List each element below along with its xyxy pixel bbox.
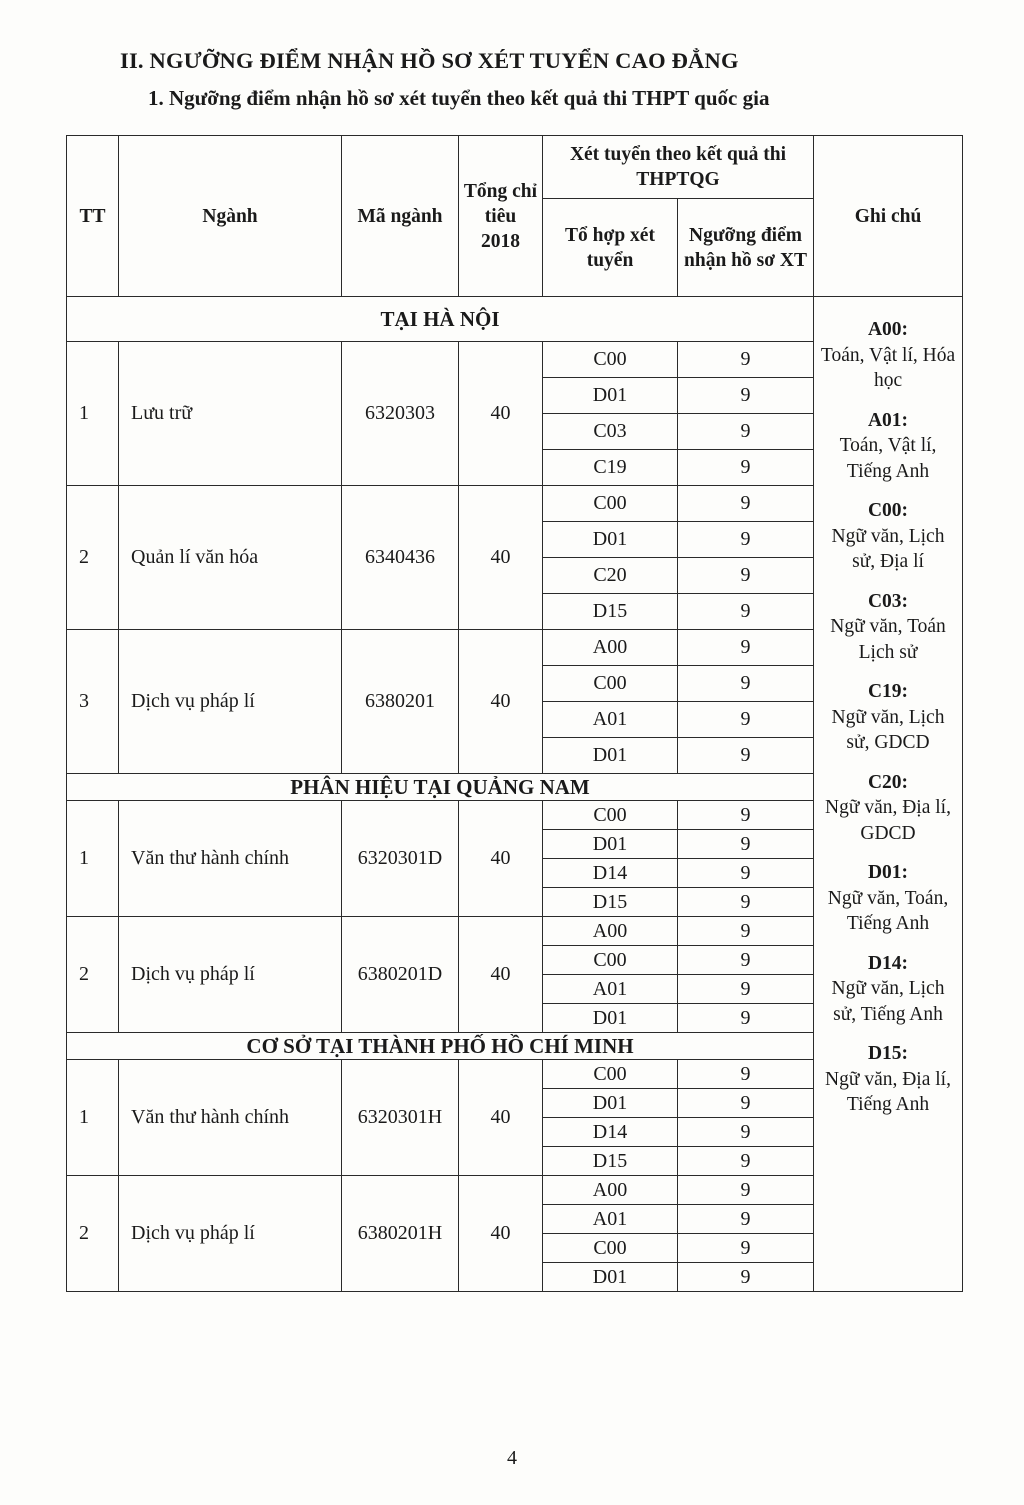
program-tt: 2 xyxy=(67,917,119,1033)
header-tong-chi-tieu: Tổng chỉ tiêu 2018 xyxy=(459,136,543,297)
combo-code: D14 xyxy=(543,1118,678,1147)
program-tt: 2 xyxy=(67,1176,119,1292)
combo-score: 9 xyxy=(678,801,814,830)
note-item xyxy=(818,1041,958,1118)
program-quota: 40 xyxy=(459,1060,543,1176)
combo-score: 9 xyxy=(678,558,814,594)
program-tt: 1 xyxy=(67,801,119,917)
combo-code: C00 xyxy=(543,1234,678,1263)
combo-score: 9 xyxy=(678,1089,814,1118)
combo-score: 9 xyxy=(678,888,814,917)
combo-score: 9 xyxy=(678,859,814,888)
note-text: Ngữ văn, Lịch sử, Địa lí xyxy=(831,525,945,572)
combo-code: C00 xyxy=(543,946,678,975)
combo-score: 9 xyxy=(678,1205,814,1234)
note-item xyxy=(818,951,958,1028)
combo-code: D15 xyxy=(543,594,678,630)
combo-code: A01 xyxy=(543,702,678,738)
combo-code: C00 xyxy=(543,486,678,522)
combo-code: D15 xyxy=(543,1147,678,1176)
admission-threshold-table xyxy=(66,135,963,1292)
note-text: Ngữ văn, Lịch sử, Tiếng Anh xyxy=(831,978,945,1025)
combo-code: D01 xyxy=(543,1004,678,1033)
program-name: Quản lí văn hóa xyxy=(119,486,342,630)
combo-code: A00 xyxy=(543,630,678,666)
program-code: 6380201H xyxy=(342,1176,459,1292)
program-tt: 2 xyxy=(67,486,119,630)
note-code: A01: xyxy=(867,409,909,431)
combo-code: D14 xyxy=(543,859,678,888)
table-body xyxy=(67,297,963,1292)
program-code: 6340436 xyxy=(342,486,459,630)
combo-code: D01 xyxy=(543,522,678,558)
note-item xyxy=(818,317,958,394)
program-quota: 40 xyxy=(459,342,543,486)
combo-score: 9 xyxy=(678,946,814,975)
combo-code: C00 xyxy=(543,1060,678,1089)
program-name: Lưu trữ xyxy=(119,342,342,486)
program-tt: 1 xyxy=(67,342,119,486)
combo-score: 9 xyxy=(678,1004,814,1033)
combo-code: D01 xyxy=(543,1263,678,1292)
header-nganh: Ngành xyxy=(119,136,342,297)
section-title: TẠI HÀ NỘI xyxy=(67,297,814,342)
section-title: PHÂN HIỆU TẠI QUẢNG NAM xyxy=(67,774,814,801)
program-name: Văn thư hành chính xyxy=(119,1060,342,1176)
note-code: D01: xyxy=(867,862,909,883)
combo-score: 9 xyxy=(678,594,814,630)
program-name: Dịch vụ pháp lí xyxy=(119,917,342,1033)
combo-code: A00 xyxy=(543,1176,678,1205)
note-code: C00: xyxy=(867,500,909,521)
program-code: 6320301H xyxy=(342,1060,459,1176)
combo-score: 9 xyxy=(678,630,814,666)
note-text: Ngữ văn, Toán Lịch sử xyxy=(830,616,946,663)
program-quota: 40 xyxy=(459,1176,543,1292)
combo-score: 9 xyxy=(678,975,814,1004)
note-text: Toán, Vật lí, Tiếng Anh xyxy=(839,435,937,482)
program-tt: 3 xyxy=(67,630,119,774)
combo-code: C00 xyxy=(543,801,678,830)
note-text: Toán, Vật lí, Hóa học xyxy=(820,344,956,391)
combo-score: 9 xyxy=(678,342,814,378)
header-xet-tuyen: Xét tuyển theo kết quả thi THPTQG xyxy=(543,136,814,199)
program-tt: 1 xyxy=(67,1060,119,1176)
program-code: 6320301D xyxy=(342,801,459,917)
program-quota: 40 xyxy=(459,630,543,774)
combo-code: A01 xyxy=(543,975,678,1004)
combo-code: C20 xyxy=(543,558,678,594)
header-tt: TT xyxy=(67,136,119,297)
note-code: A00: xyxy=(867,319,909,340)
combo-code: A01 xyxy=(543,1205,678,1234)
page-number: 4 xyxy=(507,1447,517,1469)
program-code: 6380201D xyxy=(342,917,459,1033)
combo-score: 9 xyxy=(678,1234,814,1263)
section-row xyxy=(67,297,963,342)
combo-score: 9 xyxy=(678,1147,814,1176)
combo-code: D15 xyxy=(543,888,678,917)
header-ghi-chu: Ghi chú xyxy=(814,136,963,297)
note-text: Ngữ văn, Địa lí, GDCD xyxy=(825,797,951,844)
combo-score: 9 xyxy=(678,378,814,414)
note-item xyxy=(818,770,958,847)
combo-code: A00 xyxy=(543,917,678,946)
combo-score: 9 xyxy=(678,917,814,946)
combo-score: 9 xyxy=(678,1060,814,1089)
note-text: Ngữ văn, Lịch sử, GDCD xyxy=(831,706,945,753)
program-quota: 40 xyxy=(459,917,543,1033)
program-name: Dịch vụ pháp lí xyxy=(119,630,342,774)
note-code: D14: xyxy=(867,952,909,974)
page-subheading: 1. Ngưỡng điểm nhận hồ sơ xét tuyển theo kết quả thi THPT quốc gia xyxy=(148,86,770,110)
note-text: Ngữ văn, Địa lí, Tiếng Anh xyxy=(825,1068,951,1115)
combo-code: D01 xyxy=(543,830,678,859)
combo-score: 9 xyxy=(678,1118,814,1147)
note-item xyxy=(818,860,958,937)
header-to-hop: Tổ hợp xét tuyển xyxy=(543,199,678,297)
combo-score: 9 xyxy=(678,486,814,522)
combo-score: 9 xyxy=(678,830,814,859)
header-ma-nganh: Mã ngành xyxy=(342,136,459,297)
page-heading: II. NGƯỠNG ĐIỂM NHẬN HỒ SƠ XÉT TUYỂN CAO ĐẲNG xyxy=(120,48,739,73)
note-code: C20: xyxy=(867,771,909,793)
program-code: 6320303 xyxy=(342,342,459,486)
combo-code: C00 xyxy=(543,342,678,378)
combo-code: D01 xyxy=(543,738,678,774)
section-title: CƠ SỞ TẠI THÀNH PHỐ HỒ CHÍ MINH xyxy=(67,1033,814,1060)
combo-score: 9 xyxy=(678,1263,814,1292)
combo-code: D01 xyxy=(543,1089,678,1118)
combo-code: D01 xyxy=(543,378,678,414)
note-text: Ngữ văn, Toán, Tiếng Anh xyxy=(827,887,949,934)
header-nguong: Ngưỡng điểm nhận hồ sơ XT xyxy=(678,199,814,297)
note-code: C19: xyxy=(867,681,909,702)
program-quota: 40 xyxy=(459,801,543,917)
notes-cell xyxy=(814,297,963,1292)
combo-score: 9 xyxy=(678,522,814,558)
note-code: D15: xyxy=(867,1043,909,1064)
combo-score: 9 xyxy=(678,450,814,486)
combo-score: 9 xyxy=(678,666,814,702)
combo-code: C00 xyxy=(543,666,678,702)
note-item xyxy=(818,589,958,666)
program-code: 6380201 xyxy=(342,630,459,774)
combo-code: C03 xyxy=(543,414,678,450)
combo-score: 9 xyxy=(678,1176,814,1205)
combo-score: 9 xyxy=(678,702,814,738)
note-item xyxy=(818,408,958,485)
combo-code: C19 xyxy=(543,450,678,486)
program-name: Văn thư hành chính xyxy=(119,801,342,917)
combo-score: 9 xyxy=(678,738,814,774)
note-item xyxy=(818,679,958,756)
program-quota: 40 xyxy=(459,486,543,630)
note-code: C03: xyxy=(867,590,909,612)
combo-score: 9 xyxy=(678,414,814,450)
note-item xyxy=(818,498,958,575)
program-name: Dịch vụ pháp lí xyxy=(119,1176,342,1292)
